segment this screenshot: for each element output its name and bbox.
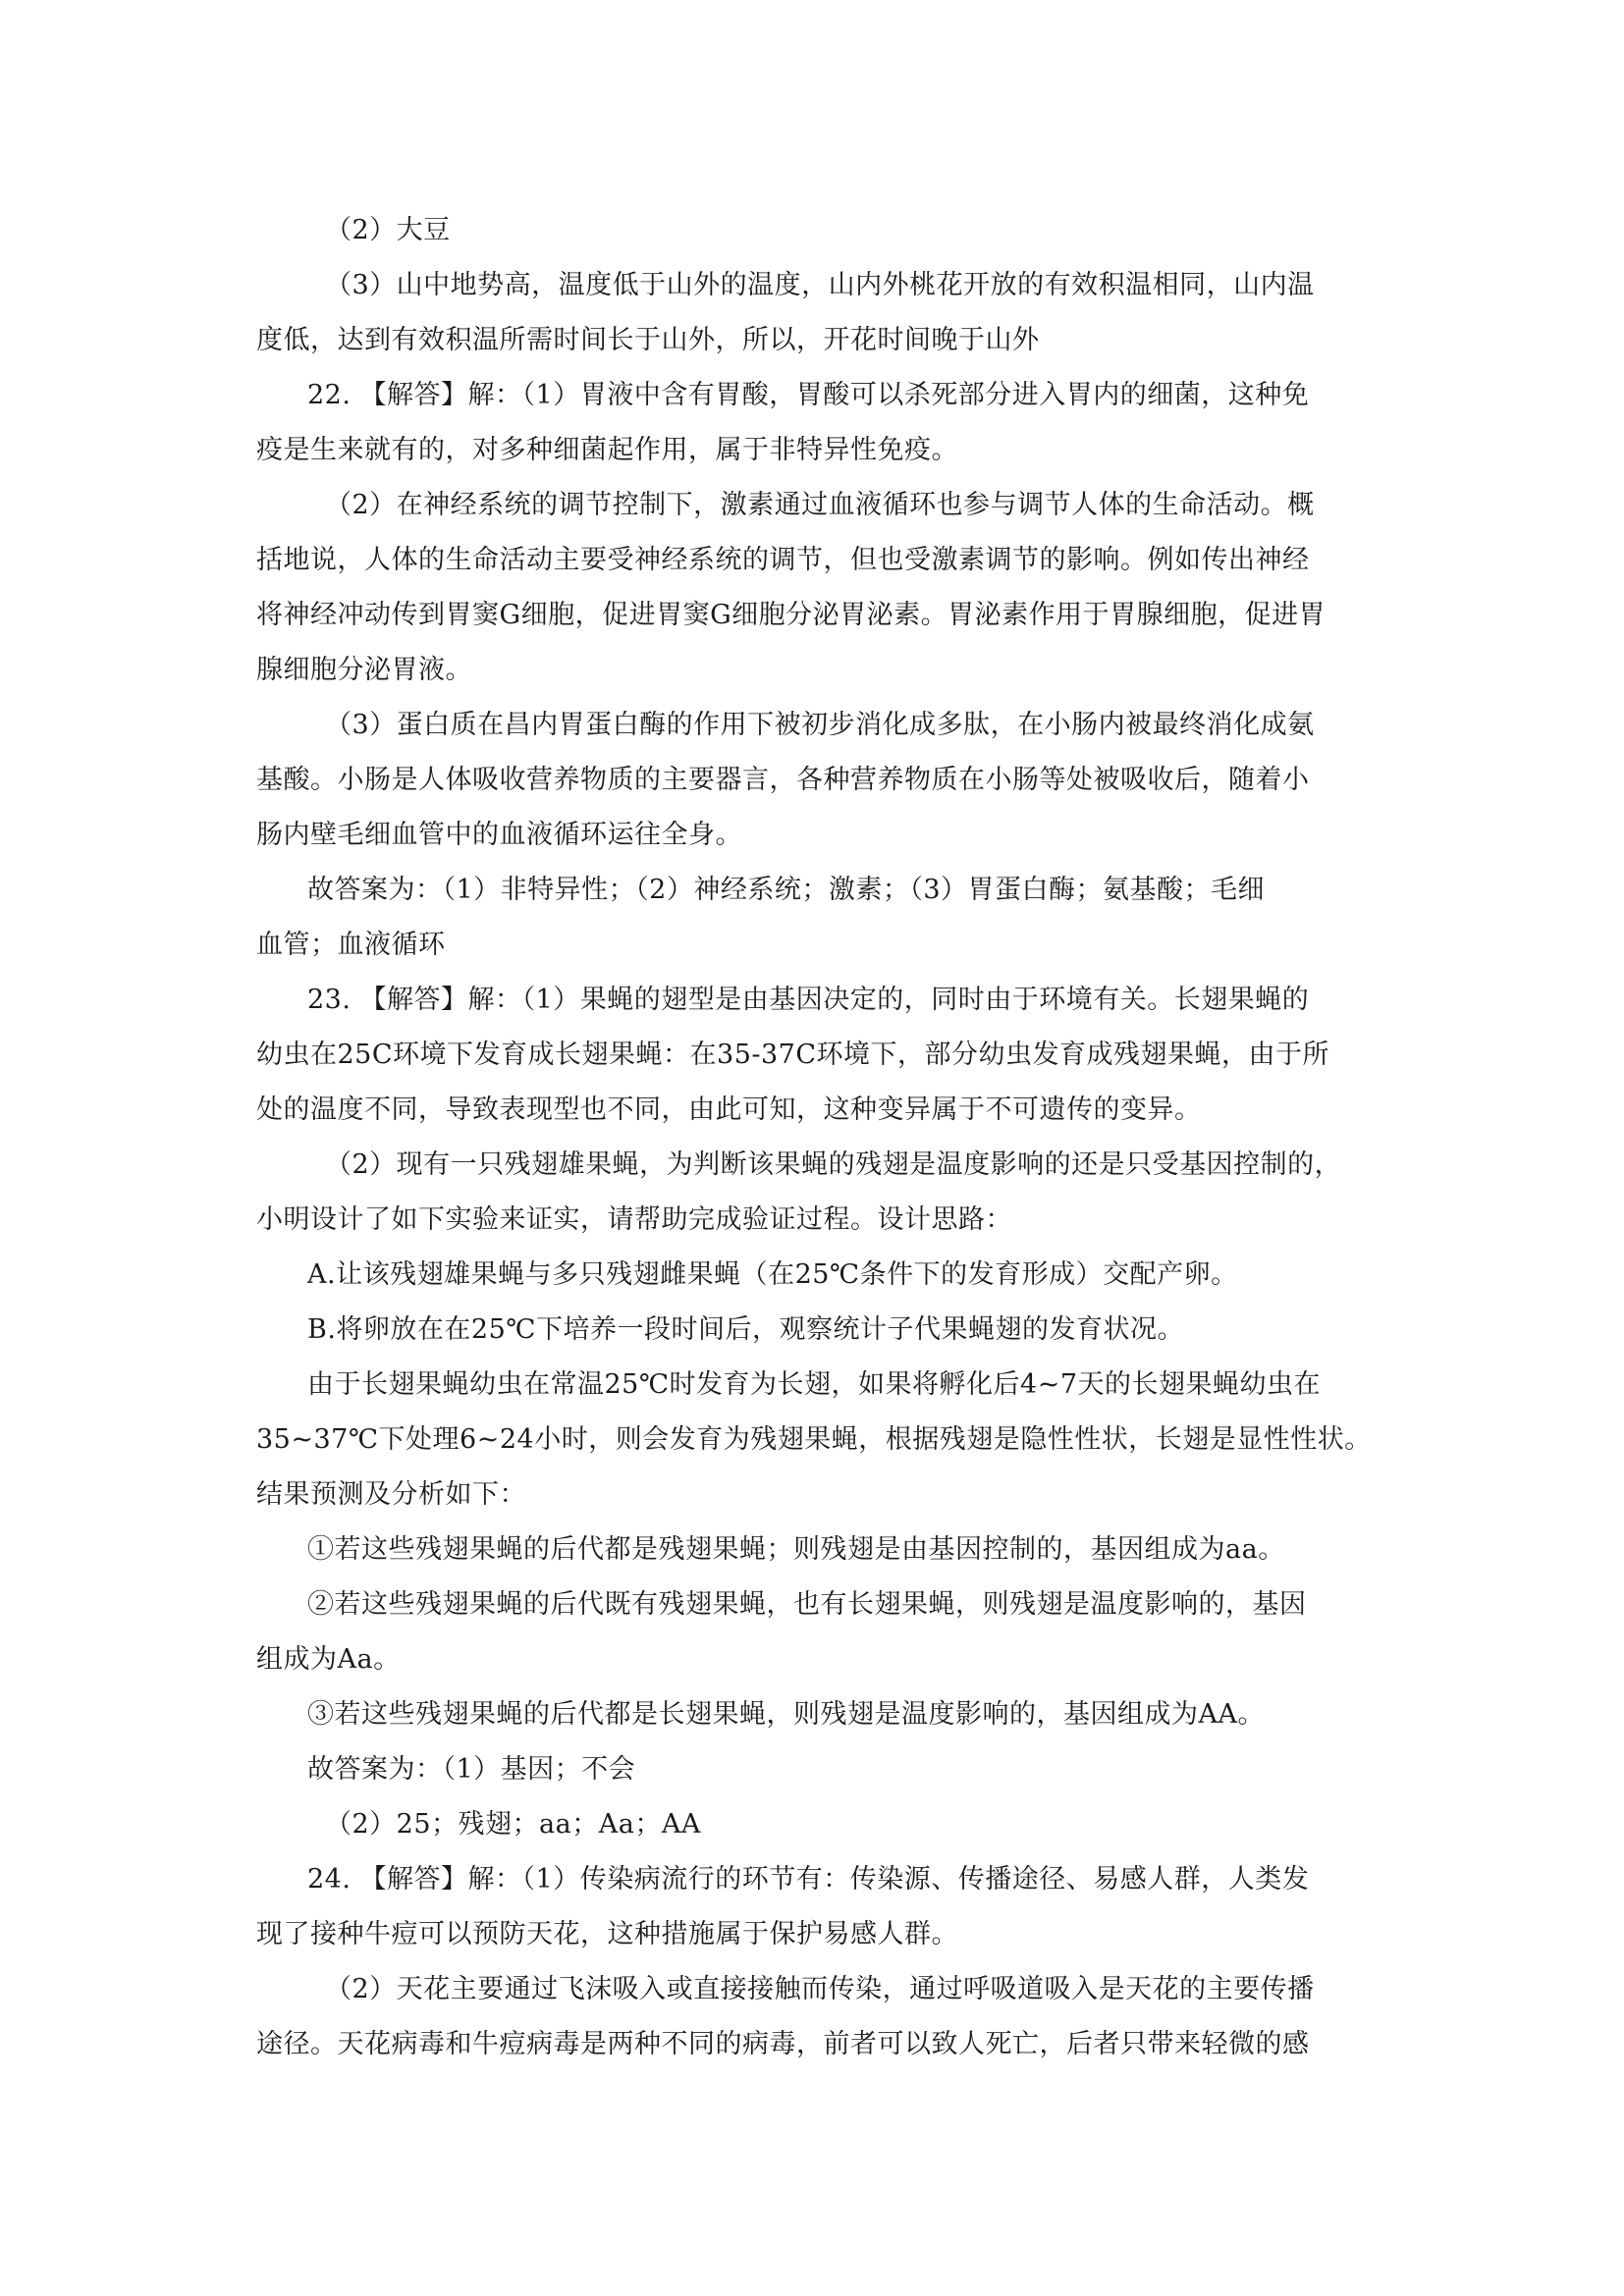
text-line: 35~37℃下处理6~24小时，则会发育为残翅果蝇，根据残翅是隐性性状，长翅是显性性状。	[256, 1424, 1372, 1455]
text-line: 24. 【解答】解：（1）传染病流行的环节有：传染源、传播途径、易感人群，人类发	[307, 1864, 1310, 1895]
text-line: ②若这些残翅果蝇的后代既有残翅果蝇，也有长翅果蝇，则残翅是温度影响的，基因	[307, 1589, 1307, 1620]
text-line: 22. 【解答】解：（1）胃液中含有胃酸，胃酸可以杀死部分进入胃内的细菌，这种免	[307, 380, 1310, 410]
text-line: 基酸。小肠是人体吸收营养物质的主要器言，各种营养物质在小肠等处被吸收后，随着小	[256, 765, 1310, 795]
text-line: 故答案为：（1）非特异性；（2）神经系统；激素；（3）胃蛋白酶；氨基酸；毛细	[307, 875, 1266, 905]
text-line: （2）在神经系统的调节控制下，激素通过血液循环也参与调节人体的生命活动。概	[325, 490, 1315, 520]
text-line: B.将卵放在在25℃下培养一段时间后，观察统计子代果蝇翅的发育状况。	[307, 1314, 1184, 1345]
text-line: 处的温度不同，导致表现型也不同，由此可知，这种变异属于不可遗传的变异。	[256, 1095, 1202, 1125]
text-line: A.让该残翅雄果蝇与多只残翅雌果蝇（在25℃条件下的发育形成）交配产卵。	[307, 1259, 1238, 1290]
text-line: 度低，达到有效积温所需时间长于山外，所以，开花时间晚于山外	[256, 325, 1040, 355]
text-line: 小明设计了如下实验来证实，请帮助完成验证过程。设计思路：	[256, 1204, 1012, 1235]
text-line: （3）山中地势高，温度低于山外的温度，山内外桃花开放的有效积温相同，山内温	[325, 270, 1315, 300]
text-line: （2）25；残翅；aa；Aa；AA	[325, 1809, 701, 1840]
text-line: 肠内壁毛细血管中的血液循环运往全身。	[256, 820, 742, 850]
text-line: （3）蛋白质在昌内胃蛋白酶的作用下被初步消化成多肽，在小肠内被最终消化成氨	[325, 710, 1315, 740]
text-line: 组成为Aa。	[256, 1644, 401, 1675]
text-line: 腺细胞分泌胃液。	[256, 655, 472, 685]
text-line: （2）大豆	[325, 215, 451, 245]
text-line: 幼虫在25C环境下发育成长翅果蝇：在35-37C环境下，部分幼虫发育成残翅果蝇，由于所	[256, 1040, 1330, 1070]
text-line: 血管；血液循环	[256, 930, 446, 960]
text-line: （2）现有一只残翅雄果蝇，为判断该果蝇的残翅是温度影响的还是只受基因控制的，	[325, 1149, 1342, 1180]
text-line: ③若这些残翅果蝇的后代都是长翅果蝇，则残翅是温度影响的，基因组成为AA。	[307, 1699, 1265, 1730]
text-line: 结果预测及分析如下：	[256, 1479, 526, 1510]
text-line: 途径。天花病毒和牛痘病毒是两种不同的病毒，前者可以致人死亡，后者只带来轻微的感	[256, 2029, 1310, 2059]
text-line: 疫是生来就有的，对多种细菌起作用，属于非特异性免疫。	[256, 435, 958, 465]
text-line: 括地说，人体的生命活动主要受神经系统的调节，但也受激素调节的影响。例如传出神经	[256, 545, 1310, 575]
text-line: 由于长翅果蝇幼虫在常温25℃时发育为长翅，如果将孵化后4~7天的长翅果蝇幼虫在	[307, 1369, 1322, 1400]
text-line: ①若这些残翅果蝇的后代都是残翅果蝇；则残翅是由基因控制的，基因组成为aa。	[307, 1534, 1285, 1565]
text-line: 现了接种牛痘可以预防天花，这种措施属于保护易感人群。	[256, 1919, 958, 1949]
text-line: 23. 【解答】解：（1）果蝇的翅型是由基因决定的，同时由于环境有关。长翅果蝇的	[307, 985, 1310, 1015]
text-line: 故答案为：（1）基因；不会	[307, 1754, 636, 1785]
text-line: 将神经冲动传到胃窦G细胞，促进胃窦G细胞分泌胃泌素。胃泌素作用于胃腺细胞，促进胃	[256, 600, 1326, 630]
text-line: （2）天花主要通过飞沫吸入或直接接触而传染，通过呼吸道吸入是天花的主要传播	[325, 1974, 1315, 2004]
